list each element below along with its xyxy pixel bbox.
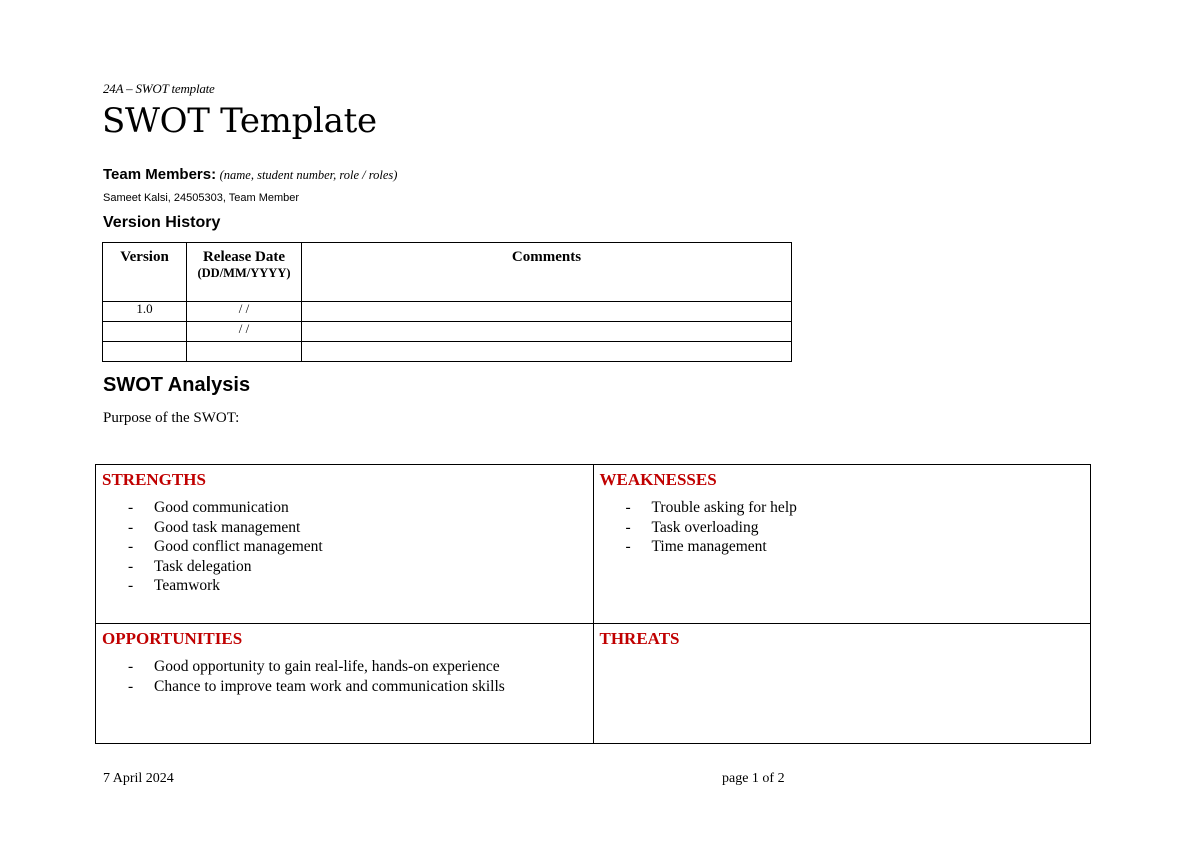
comments-cell (302, 342, 792, 362)
document-reference: 24A – SWOT template (103, 81, 215, 96)
release-date-header-label: Release Date (202, 249, 286, 265)
version-cell (103, 322, 187, 342)
list-item: - Trouble asking for help (626, 498, 1085, 518)
footer-page-number: page 1 of 2 (722, 771, 785, 786)
opportunities-list (102, 657, 587, 696)
list-item: - Good opportunity to gain real-life, hands-on experience (128, 657, 587, 677)
swot-grid (95, 464, 1091, 744)
swot-purpose-label: Purpose of the SWOT: (103, 410, 240, 426)
list-item: - Chance to improve team work and communication skills (128, 677, 587, 697)
team-member-entry: Sameet Kalsi, 24505303, Team Member (103, 192, 300, 204)
list-item: - Good conflict management (128, 537, 587, 557)
list-item: - Teamwork (128, 576, 587, 596)
release-date-cell: / / (187, 322, 302, 342)
list-item: - Time management (626, 537, 1085, 557)
strengths-list (102, 498, 587, 596)
list-item: - Task delegation (128, 557, 587, 577)
list-item: - Task overloading (626, 518, 1085, 538)
table-row (103, 302, 792, 322)
threats-title: THREATS (599, 629, 680, 648)
table-row (103, 342, 792, 362)
release-date-cell (187, 342, 302, 362)
weaknesses-quadrant (593, 465, 1091, 624)
opportunities-quadrant (96, 624, 594, 744)
page-title: SWOT Template (102, 101, 377, 141)
version-table-header-row (103, 243, 792, 302)
team-members-label: Team Members: (103, 166, 217, 183)
release-date-header (187, 243, 302, 302)
swot-row-top (96, 465, 1091, 624)
team-members-hint: (name, student number, role / roles) (219, 168, 398, 182)
comments-cell (302, 322, 792, 342)
swot-analysis-heading: SWOT Analysis (103, 374, 251, 396)
list-item: - Good communication (128, 498, 587, 518)
strengths-quadrant (96, 465, 594, 624)
comments-cell (302, 302, 792, 322)
list-item: - Good task management (128, 518, 587, 538)
weaknesses-title: WEAKNESSES (599, 470, 717, 489)
release-date-cell: / / (187, 302, 302, 322)
footer-date: 7 April 2024 (103, 771, 174, 786)
strengths-title: STRENGTHS (102, 470, 206, 489)
version-header: Version (103, 243, 187, 302)
opportunities-title: OPPORTUNITIES (102, 629, 243, 648)
release-date-format: (DD/MM/YYYY) (197, 266, 291, 280)
version-history-table (102, 242, 792, 362)
table-row (103, 322, 792, 342)
weaknesses-list (600, 498, 1085, 557)
swot-row-bottom (96, 624, 1091, 744)
threats-quadrant (593, 624, 1091, 744)
version-cell (103, 342, 187, 362)
comments-header: Comments (302, 243, 792, 302)
team-members-line (103, 166, 397, 184)
version-history-heading: Version History (103, 214, 221, 231)
version-cell: 1.0 (103, 302, 187, 322)
